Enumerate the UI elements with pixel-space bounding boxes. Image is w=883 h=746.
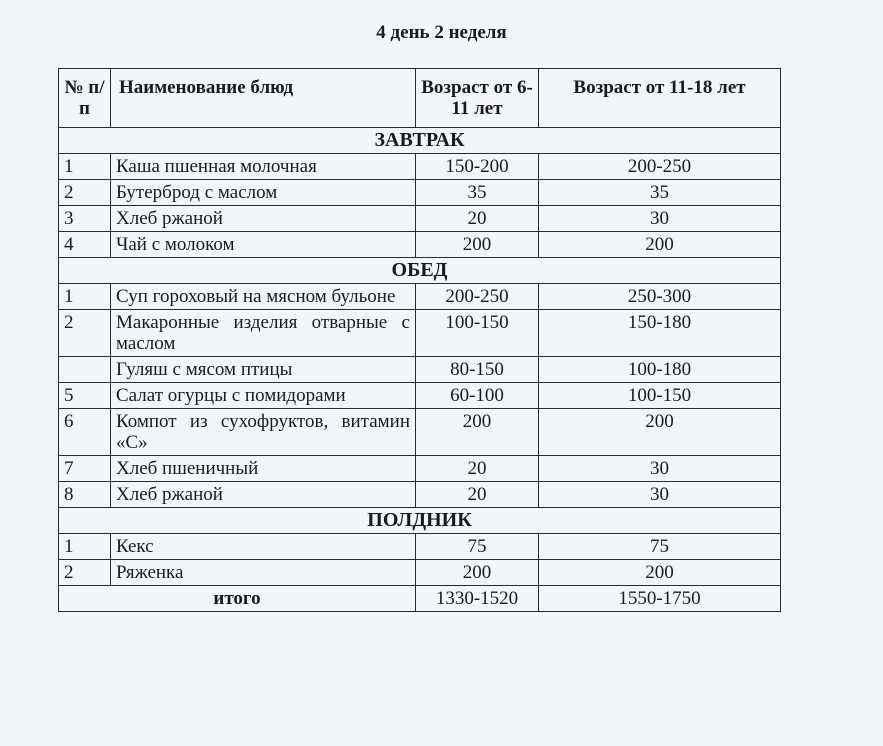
portion-11-18: 150-180 [539,310,781,357]
row-number: 2 [59,180,111,206]
page-title: 4 день 2 неделя [376,22,507,43]
table-row [59,357,781,383]
portion-11-18: 30 [539,482,781,508]
portion-6-11: 200 [416,409,539,456]
section-title: ЗАВТРАК [59,128,781,154]
table-row [59,284,781,310]
portion-11-18: 250-300 [539,284,781,310]
table-row [59,154,781,180]
header-name: Наименование блюд [111,69,416,128]
header-row [59,69,781,128]
table-row [59,180,781,206]
header-age-11-18: Возраст от 11-18 лет [539,69,781,128]
row-number: 2 [59,560,111,586]
portion-11-18: 35 [539,180,781,206]
portion-11-18: 200 [539,409,781,456]
portion-6-11: 20 [416,456,539,482]
table-row [59,482,781,508]
table-row [59,409,781,456]
dish-name: Хлеб пшеничный [111,456,416,482]
row-number: 2 [59,310,111,357]
table-row [59,534,781,560]
portion-11-18: 100-180 [539,357,781,383]
portion-11-18: 75 [539,534,781,560]
row-number: 1 [59,284,111,310]
dish-name: Кекс [111,534,416,560]
section-row [59,508,781,534]
total-row [59,586,781,612]
dish-name: Гуляш с мясом птицы [111,357,416,383]
header-num: № п/п [59,69,111,128]
row-number [59,357,111,383]
row-number: 8 [59,482,111,508]
menu-body [59,128,781,612]
portion-6-11: 60-100 [416,383,539,409]
section-row [59,128,781,154]
row-number: 6 [59,409,111,456]
portion-11-18: 30 [539,206,781,232]
dish-name: Макаронные изделия отварные с маслом [111,310,416,357]
section-title: ОБЕД [59,258,781,284]
total-label: итого [59,586,416,612]
portion-6-11: 20 [416,206,539,232]
dish-name: Суп гороховый на мясном бульоне [111,284,416,310]
portion-6-11: 35 [416,180,539,206]
table-row [59,560,781,586]
portion-6-11: 150-200 [416,154,539,180]
row-number: 7 [59,456,111,482]
portion-6-11: 80-150 [416,357,539,383]
row-number: 4 [59,232,111,258]
menu-table [58,68,781,612]
portion-6-11: 20 [416,482,539,508]
dish-name: Компот из сухофруктов, витамин «С» [111,409,416,456]
row-number: 5 [59,383,111,409]
total-11-18: 1550-1750 [539,586,781,612]
row-number: 3 [59,206,111,232]
section-title: ПОЛДНИК [59,508,781,534]
table-row [59,206,781,232]
portion-6-11: 200 [416,232,539,258]
header-age-6-11: Возраст от 6-11 лет [416,69,539,128]
dish-name: Бутерброд с маслом [111,180,416,206]
portion-6-11: 100-150 [416,310,539,357]
dish-name: Хлеб ржаной [111,206,416,232]
portion-11-18: 100-150 [539,383,781,409]
table-row [59,456,781,482]
portion-11-18: 200-250 [539,154,781,180]
portion-11-18: 200 [539,232,781,258]
dish-name: Каша пшенная молочная [111,154,416,180]
portion-6-11: 200 [416,560,539,586]
table-row [59,310,781,357]
portion-11-18: 200 [539,560,781,586]
dish-name: Чай с молоком [111,232,416,258]
row-number: 1 [59,534,111,560]
table-row [59,232,781,258]
section-row [59,258,781,284]
portion-11-18: 30 [539,456,781,482]
total-6-11: 1330-1520 [416,586,539,612]
row-number: 1 [59,154,111,180]
table-row [59,383,781,409]
dish-name: Салат огурцы с помидорами [111,383,416,409]
portion-6-11: 75 [416,534,539,560]
portion-6-11: 200-250 [416,284,539,310]
dish-name: Хлеб ржаной [111,482,416,508]
dish-name: Ряженка [111,560,416,586]
